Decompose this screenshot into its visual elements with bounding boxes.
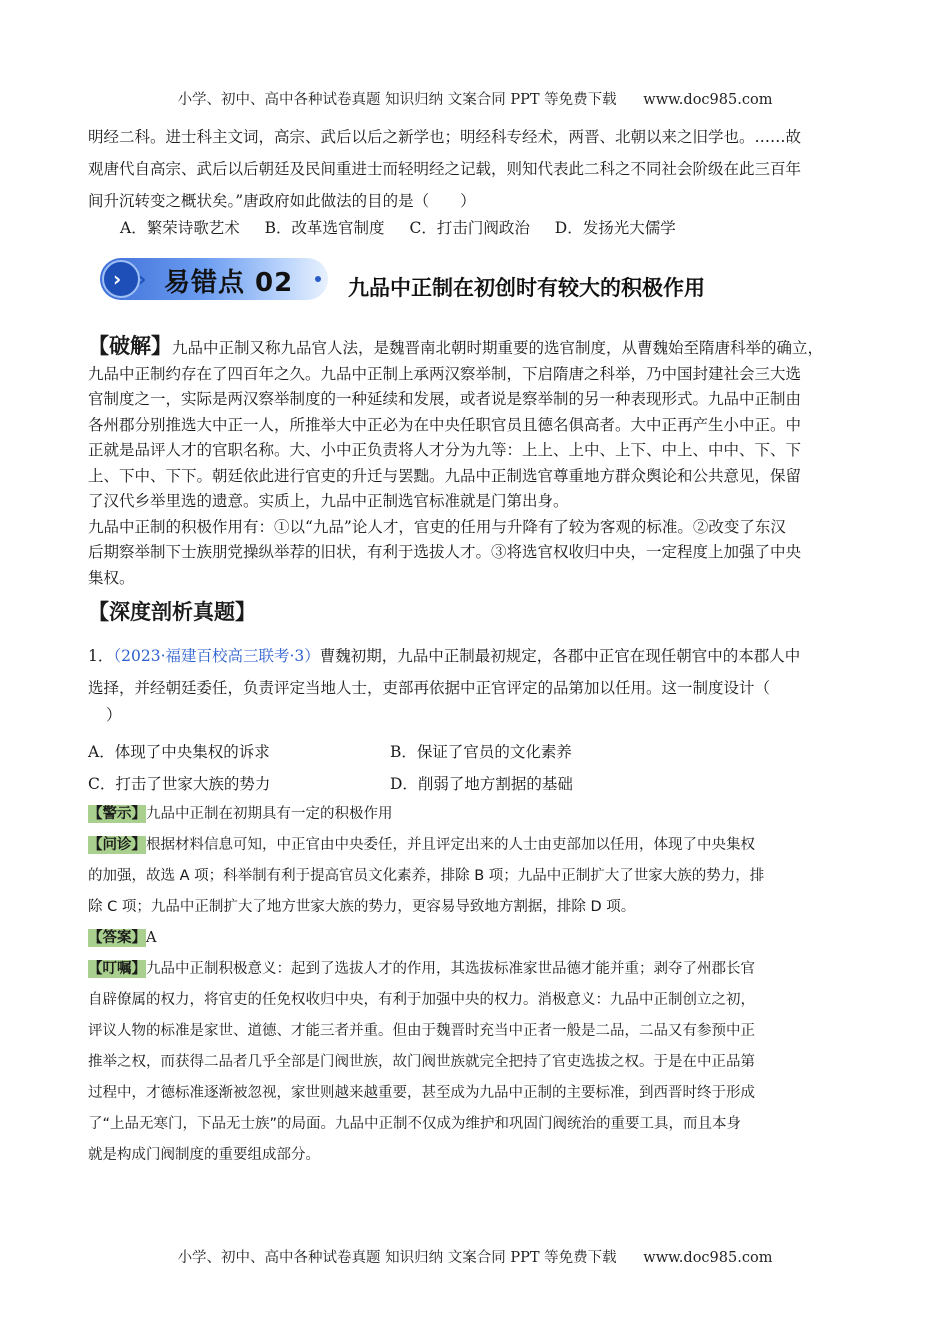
warn-tag: 【警示】 [88,806,146,822]
warn-text: 九品中正制在初期具有一定的积极作用 [146,806,393,822]
intro-options [120,216,696,238]
chevron-right-icon: › [113,267,122,291]
question-text: ） [106,706,122,724]
header-url[interactable]: www.doc985.com [643,92,773,108]
intro-option-b: B．改革选官制度 [264,219,385,237]
pojie-line: 各州郡分别推选大中正一人，所推举大中正必为在中央任职官员且德名俱高者。大中正再产生小中正。中 [88,415,802,434]
intro-line: 间升沉转变之概状矣。”唐政府如此做法的目的是（ ） [88,192,476,210]
question-option-b: B．保证了官员的文化素养 [390,743,572,761]
note-line: 自辟僚属的权力，将官吏的任免权收归中央，有利于加强中央的权力。消极意义：九品中正制创立之初， [88,992,755,1008]
pojie-line: 后期察举制下士族朋党操纵举荐的旧状，有利于选拔人才。③将选官权收归中央，一定程度上加强了中央 [88,543,802,561]
answer-tag: 【答案】 [88,930,146,946]
pojie-line: 正就是品评人才的官职名称。大、小中正负责将人才分为九等：上上、上中、上下、中上、中中、下、下 [88,441,802,459]
pojie-section [88,334,874,591]
note-line: 推举之权，而获得二品者几乎全部是门阀世族，故门阀世族就完全把持了官吏选拔之权。于是在中正品第 [88,1054,755,1070]
pojie-line: 九品中正制约存在了四百年之久。九品中正制上承两汉察举制，下启隋唐之科举，乃中国封建社会三大选 [88,364,802,383]
diag-line: 根据材料信息可知，中正官由中央委任，并且评定出来的人士由吏部加以任用，体现了中央集权 [146,837,755,853]
chevron-right-icon: › [138,267,147,291]
pojie-line: 官制度之一，实际是两汉察举制度的一种延续和发展，或者说是察举制的另一种表现形式。九品中正制由 [88,390,802,408]
note-line: 就是构成门阀制度的重要组成部分。 [88,1147,320,1163]
note-line: 了“上品无寒门，下品无士族”的局面。九品中正制不仅成为维护和巩固门阀统治的重要工具，而且本身 [88,1116,742,1132]
pojie-tag: 【破解】 [88,334,172,358]
pojie-line: 九品中正制的积极作用有：①以“九品”论人才，官吏的任用与升降有了较为客观的标准。②改变了东汉 [88,517,786,536]
banner-dot-icon [315,276,321,282]
note-line: 九品中正制积极意义：起到了选拔人才的作用，其选拔标准家世品德才能并重；剥夺了州郡长官 [146,961,755,977]
intro-paragraph [88,121,868,217]
intro-option-d: D．发扬光大儒学 [554,219,676,237]
question-option-d: D．削弱了地方割据的基础 [390,775,573,793]
diag-line: 的加强，故选 A 项；科举制有利于提高官员文化素养，排除 B 项；九品中正制扩大了世家大族的势力，排 [88,868,765,884]
intro-line: 明经二科。进士科主文词，高宗、武后以后之新学也；明经科专经术，两晋、北朝以来之旧学也。……故 [88,128,802,146]
intro-option-a: A．繁荣诗歌艺术 [120,219,240,237]
question-text: 曹魏初期，九品中正制最初规定，各郡中正官在现任朝官中的本郡人中 [319,647,801,665]
analysis-section [88,799,874,1171]
pojie-line: 上、下中、下下。朝廷依此进行官吏的升迁与罢黜。九品中正制选官尊重地方群众舆论和公共意见，保留 [88,466,802,485]
note-tag: 【叮嘱】 [88,961,146,977]
question-source: （2023·福建百校高三联考·3） [113,647,320,665]
error-point-banner [100,258,328,300]
question-text: 选择，并经朝廷委任，负责评定当地人士，吏部再依据中正官评定的品第加以任用。这一制度设计（ [88,679,771,697]
diag-line: 除 C 项；九品中正制扩大了地方世家大族的势力，更容易导致地方割据，排除 D 项。 [88,899,636,915]
question-option-c: C．打击了世家大族的势力 [88,775,271,793]
page-header [0,88,950,109]
intro-line: 观唐代自高宗、武后以后朝廷及民间重进士而轻明经之记载，则知代表此二科之不同社会阶级在此三百年 [88,160,802,178]
footer-text: 小学、初中、高中各种试卷真题 知识归纳 文案合同 PPT 等免费下载 [177,1250,617,1266]
question-number: 1． [88,647,114,665]
pojie-line: 九品中正制又称九品官人法，是魏晋南北朝时期重要的选官制度，从曹魏始至隋唐科举的确立， [172,339,824,357]
question-1 [88,640,874,726]
header-text: 小学、初中、高中各种试卷真题 知识归纳 文案合同 PPT 等免费下载 [177,92,617,108]
pojie-line: 了汉代乡举里选的遗意。实质上，九品中正制选官标准就是门第出身。 [88,492,569,510]
section-title: 【深度剖析真题】 [88,600,256,624]
question-option-a: A．体现了中央集权的诉求 [88,743,270,761]
intro-option-c: C．打击门阀政治 [409,219,530,237]
footer-url[interactable]: www.doc985.com [643,1250,773,1266]
diag-tag: 【问诊】 [88,837,146,853]
answer-text: A [146,930,157,946]
note-line: 过程中，才德标准逐渐被忽视，家世则越来越重要，甚至成为九品中正制的主要标准，到西晋时终于形成 [88,1085,755,1101]
pojie-line: 集权。 [88,568,135,587]
banner-title: 九品中正制在初创时有较大的积极作用 [348,276,705,300]
page-footer [0,1246,950,1267]
banner-label: 易错点 02 [164,268,294,298]
note-line: 评议人物的标准是家世、道德、才能三者并重。但由于魏晋时充当中正者一般是二品，二品又有参预中正 [88,1023,755,1039]
